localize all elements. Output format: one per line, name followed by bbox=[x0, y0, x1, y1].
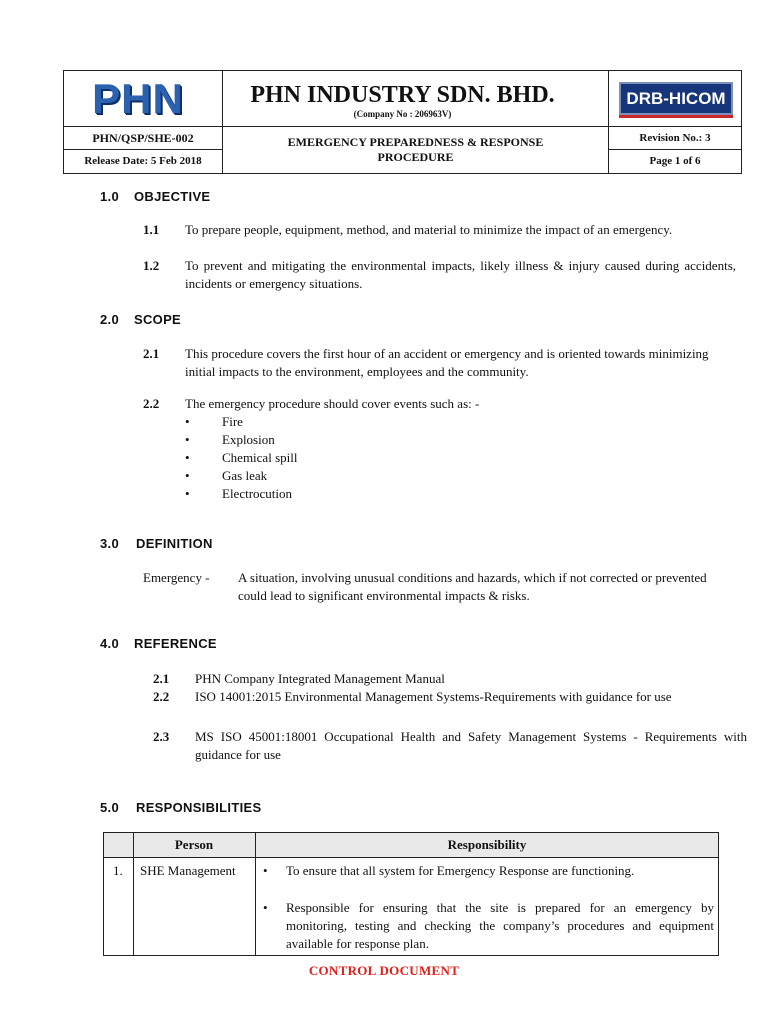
objective-item-text: To prepare people, equipment, method, and material to minimize the impact of an emergency. bbox=[185, 222, 673, 237]
list-item-text: Electrocution bbox=[222, 486, 293, 501]
page-number: Page 1 of 6 bbox=[649, 155, 701, 167]
section-heading-reference: REFERENCE bbox=[134, 636, 217, 651]
header-border-bottom bbox=[63, 173, 742, 174]
table-border-left bbox=[103, 832, 104, 956]
header-divider-row1 bbox=[63, 126, 742, 127]
table-divider-person bbox=[255, 832, 256, 956]
section-heading-definition: DEFINITION bbox=[136, 536, 213, 551]
section-number: 4.0 bbox=[100, 636, 119, 651]
list-item-text: Explosion bbox=[222, 432, 275, 447]
row-number: 1. bbox=[113, 863, 123, 878]
table-divider-number bbox=[133, 832, 134, 956]
item-number: 2.1 bbox=[143, 346, 160, 361]
header-divider-row2-left bbox=[63, 149, 223, 150]
reference-item-text: PHN Company Integrated Management Manual bbox=[195, 671, 445, 686]
reference-item-text: MS ISO 45001:18001 Occupational Health and Safety Management Systems - Requirements with guidance for use bbox=[195, 729, 747, 762]
company-name: PHN INDUSTRY SDN. BHD. bbox=[250, 82, 555, 108]
row-person: SHE Management bbox=[140, 863, 236, 878]
company-number: (Company No : 206963V) bbox=[353, 109, 452, 119]
drb-hicom-logo-stripe bbox=[619, 115, 733, 118]
row-duty: Responsible for ensuring that the site is prepared for an emergency by monitoring, testing and checking the company’s procedures and equipment available for response plan. bbox=[286, 900, 714, 951]
header-divider-row2-right bbox=[608, 149, 742, 150]
list-item-text: Chemical spill bbox=[222, 450, 298, 465]
definition-term: Emergency - bbox=[143, 570, 210, 585]
table-border-top bbox=[103, 832, 719, 833]
revision-number: Revision No.: 3 bbox=[639, 132, 711, 144]
bullet-icon: • bbox=[263, 900, 268, 915]
bullet-icon: • bbox=[185, 432, 190, 447]
bullet-icon: • bbox=[185, 450, 190, 465]
document-title-line-2: PROCEDURE bbox=[377, 150, 454, 164]
list-item-text: Fire bbox=[222, 414, 243, 429]
item-number: 1.2 bbox=[143, 258, 160, 273]
item-number: 2.2 bbox=[153, 689, 170, 704]
item-number: 2.1 bbox=[153, 671, 170, 686]
section-number: 3.0 bbox=[100, 536, 119, 551]
control-document-label: CONTROL DOCUMENT bbox=[308, 963, 460, 978]
document-title-line-1: EMERGENCY PREPAREDNESS & RESPONSE bbox=[287, 135, 544, 149]
document-code: PHN/QSP/SHE-002 bbox=[92, 131, 194, 145]
column-header-person: Person bbox=[133, 832, 255, 857]
section-heading-responsibilities: RESPONSIBILITIES bbox=[136, 800, 262, 815]
list-item-text: Gas leak bbox=[222, 468, 268, 483]
item-number: 1.1 bbox=[143, 222, 160, 237]
table-border-bottom bbox=[103, 955, 719, 956]
item-number: 2.3 bbox=[153, 729, 170, 744]
phn-logo: PHN bbox=[92, 75, 184, 122]
column-header-responsibility: Responsibility bbox=[255, 832, 719, 857]
reference-item-text: ISO 14001:2015 Environmental Management Systems-Requirements with guidance for use bbox=[195, 689, 672, 704]
table-border-right bbox=[718, 832, 719, 956]
scope-item-text: The emergency procedure should cover events such as: - bbox=[185, 396, 480, 411]
header-border-top bbox=[63, 70, 742, 71]
definition-text: A situation, involving unusual conditions and hazards, which if not corrected or prevented could lead to significant environmental impacts & risks. bbox=[238, 570, 707, 603]
document-header bbox=[63, 70, 742, 174]
bullet-icon: • bbox=[185, 486, 190, 501]
section-number: 2.0 bbox=[100, 312, 119, 327]
scope-item-text: This procedure covers the first hour of an accident or emergency and is oriented towards minimizing initial impacts to the environment, employees and the community. bbox=[185, 346, 709, 379]
section-number: 5.0 bbox=[100, 800, 119, 815]
section-heading-scope: SCOPE bbox=[134, 312, 182, 327]
drb-hicom-logo: DRB-HICOM bbox=[619, 82, 733, 115]
item-number: 2.2 bbox=[143, 396, 160, 411]
bullet-icon: • bbox=[185, 468, 190, 483]
bullet-icon: • bbox=[263, 863, 268, 878]
bullet-icon: • bbox=[185, 414, 190, 429]
objective-item-text: To prevent and mitigating the environmental impacts, likely illness & injury caused during accidents, incidents or emergency situations. bbox=[185, 258, 736, 291]
release-date: Release Date: 5 Feb 2018 bbox=[84, 155, 202, 167]
section-number: 1.0 bbox=[100, 189, 119, 204]
responsibilities-table bbox=[103, 832, 719, 956]
row-duty: To ensure that all system for Emergency Response are functioning. bbox=[286, 863, 635, 878]
section-heading-objective: OBJECTIVE bbox=[134, 189, 211, 204]
table-header-divider bbox=[103, 857, 719, 858]
